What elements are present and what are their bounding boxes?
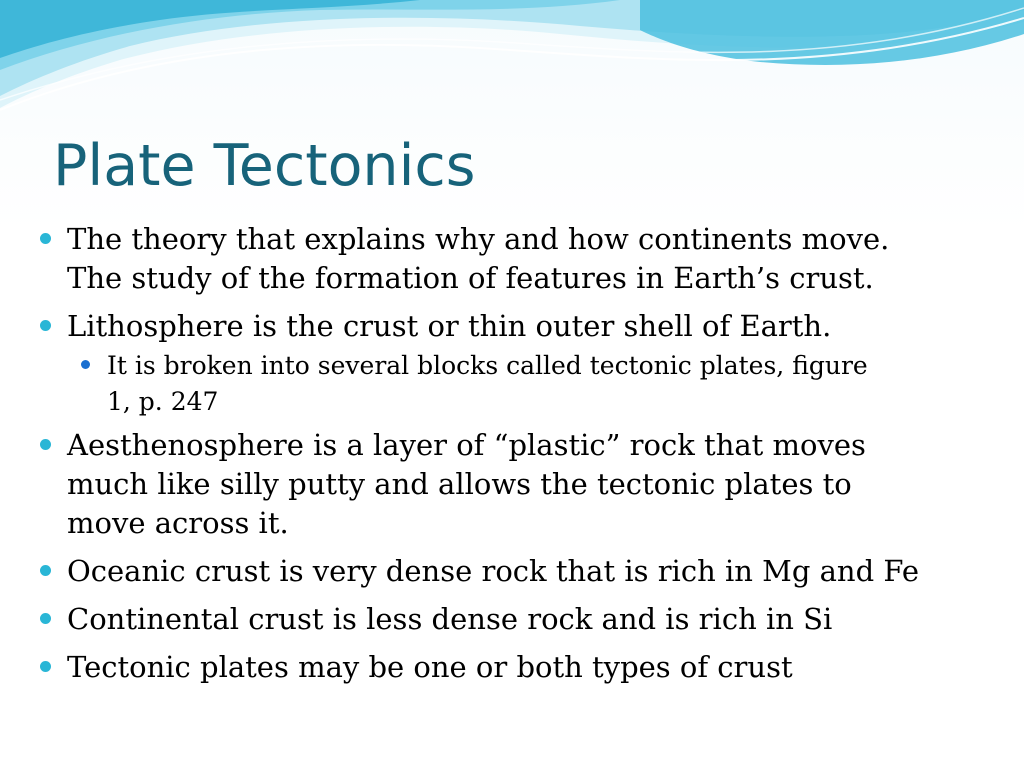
sub-bullet-item <box>81 348 990 420</box>
bullet-item <box>40 426 990 543</box>
sub-bullet-text-line: It is broken into several blocks called tectonic plates, figure <box>107 351 868 380</box>
bullet-item <box>40 220 990 298</box>
bullet-dot-icon <box>40 613 51 624</box>
bullet-text-line: Oceanic crust is very dense rock that is rich in Mg and Fe <box>67 554 920 588</box>
sub-bullet-text-line: 1, p. 247 <box>107 387 219 416</box>
bullet-list <box>40 220 990 696</box>
bullet-dot-icon <box>40 233 51 244</box>
bullet-text-line: Continental crust is less dense rock and is rich in Si <box>67 602 833 636</box>
bullet-text-line: Tectonic plates may be one or both types of crust <box>67 650 793 684</box>
bullet-text-line: The study of the formation of features in Earth’s crust. <box>67 261 874 295</box>
bullet-item <box>40 600 990 639</box>
bullet-text-line: move across it. <box>67 506 289 540</box>
bullet-dot-icon <box>40 320 51 331</box>
bullet-dot-icon <box>40 661 51 672</box>
slide-title: Plate Tectonics <box>53 133 476 199</box>
bullet-text-line: Aesthenosphere is a layer of “plastic” rock that moves <box>67 428 866 462</box>
bullet-text-line: Lithosphere is the crust or thin outer shell of Earth. <box>67 309 832 343</box>
bullet-dot-icon <box>40 565 51 576</box>
bullet-dot-icon <box>40 439 51 450</box>
bullet-item <box>40 648 990 687</box>
bullet-text-line: much like silly putty and allows the tectonic plates to <box>67 467 852 501</box>
wave-header-decoration <box>0 0 1024 130</box>
bullet-text-line: The theory that explains why and how continents move. <box>67 222 890 256</box>
bullet-item <box>40 552 990 591</box>
sub-bullet-dot-icon <box>81 360 90 369</box>
bullet-item <box>40 307 990 346</box>
